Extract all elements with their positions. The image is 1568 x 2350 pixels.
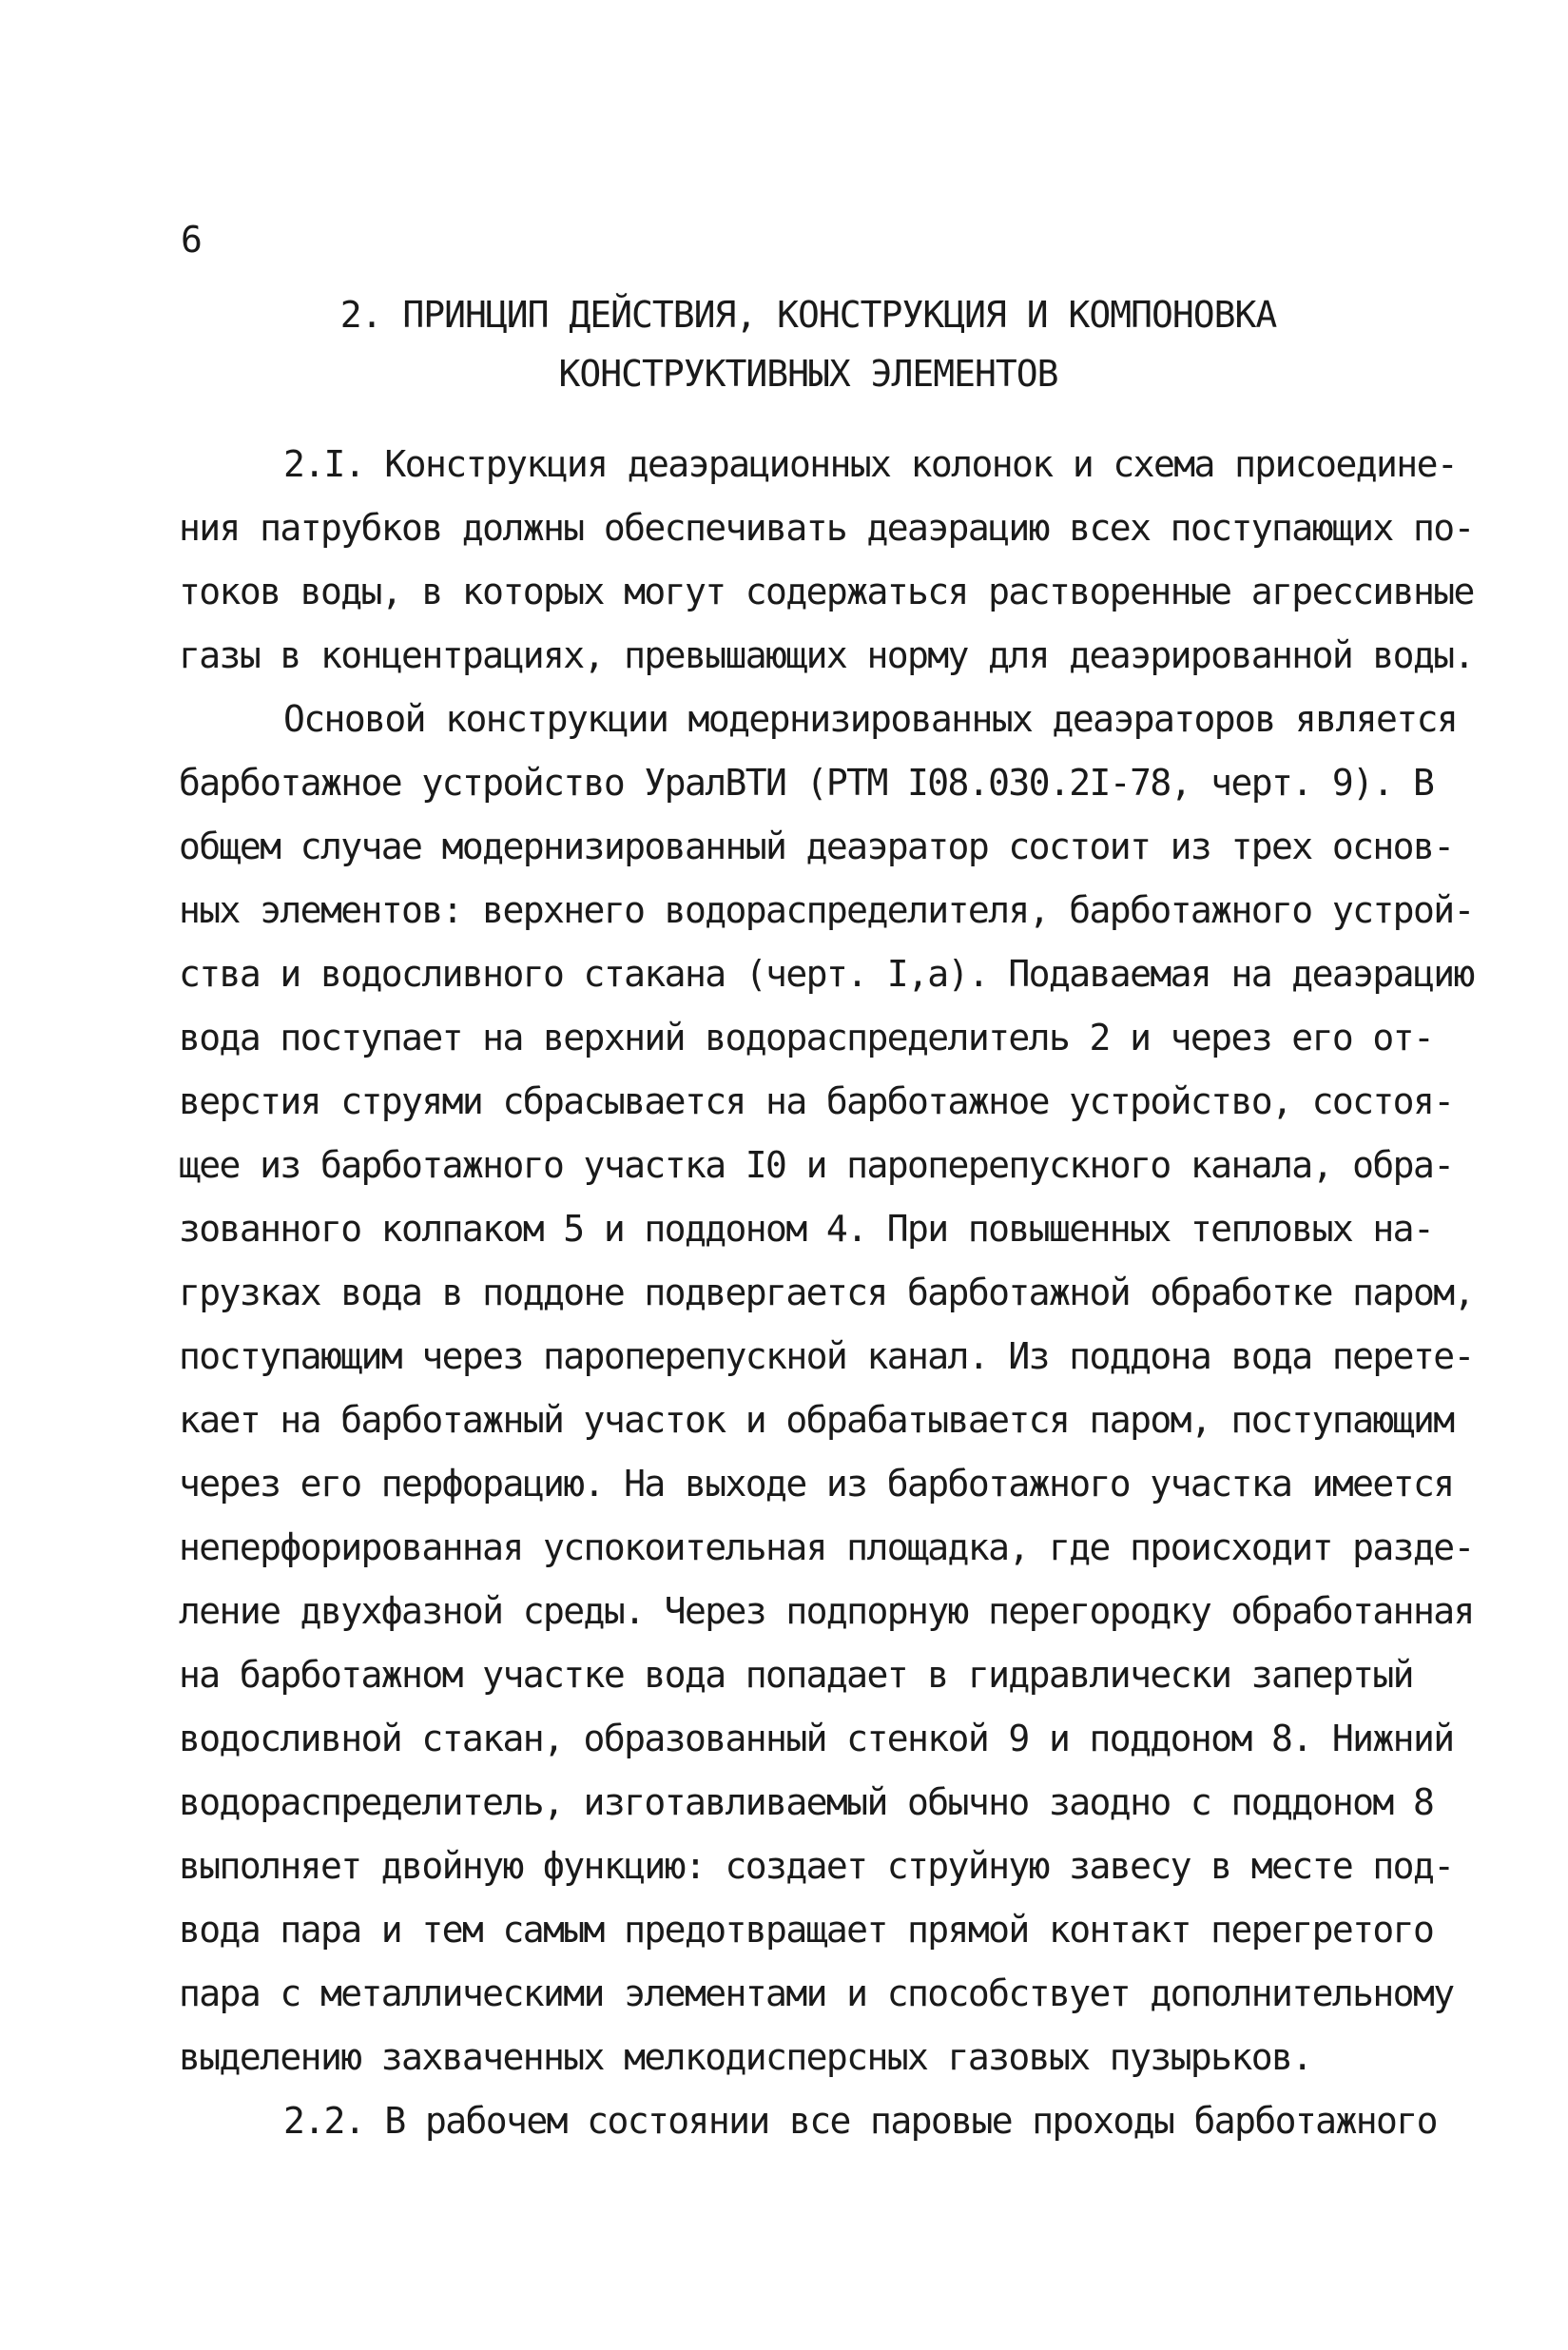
page-number: 6 [181,219,203,261]
heading-line-1: 2. ПРИНЦИП ДЕЙСТВИЯ, КОНСТРУКЦИЯ И КОМПОНОВКА [339,294,1277,336]
paragraph-main-line: общем случае модернизированный деаэратор состоит из трех основ- [179,825,1454,867]
paragraph-main-line: щее из барботажного участка I0 и пароперепускного канала, обра- [179,1144,1454,1186]
paragraph-main-line: ства и водосливного стакана (черт. I,а). Подаваемая на деаэрацию [179,953,1474,995]
paragraph-main-line: на барботажном участке вода попадает в гидравлически запертый [179,1654,1413,1696]
paragraph-main-line: выполняет двойную функцию: создает струйную завесу в месте под- [179,1845,1454,1887]
paragraph-main-line: неперфорированная успокоительная площадка, где происходит разде- [179,1526,1474,1568]
paragraph-main-line: пара с металлическими элементами и способствует дополнительному [179,1972,1454,2014]
paragraph-main-line: водосливной стакан, образованный стенкой 9 и поддоном 8. Нижний [179,1718,1454,1759]
paragraph-main-line: верстия струями сбрасывается на барботажное устройство, состоя- [179,1080,1454,1122]
paragraph-main-line: через его перфорацию. На выходе из барботажного участка имеется [179,1463,1454,1505]
paragraph-2-1-line: ния патрубков должны обеспечивать деаэрацию всех поступающих по- [179,507,1474,549]
paragraph-main-line: грузках вода в поддоне подвергается барботажной обработке паром, [179,1272,1474,1313]
paragraph-main-line: водораспределитель, изготавливаемый обычно заодно с поддоном 8 [179,1781,1434,1823]
paragraph-2-1-line: токов воды, в которых могут содержаться растворенные агрессивные [179,571,1474,612]
section-heading [190,285,1426,403]
paragraph-main-line: вода пара и тем самым предотвращает прямой контакт перегретого [179,1909,1434,1951]
paragraph-main-line: поступающим через пароперепускной канал. Из поддона вода перете- [179,1335,1474,1377]
paragraph-main-line: Основой конструкции модернизированных деаэраторов является [283,698,1458,740]
paragraph-main-line: кает на барботажный участок и обрабатывается паром, поступающим [179,1399,1454,1441]
body-text [179,433,1474,2153]
paragraph-main-line: вода поступает на верхний водораспределитель 2 и через его от- [179,1017,1434,1058]
paragraph-2-1-line: 2.I. Конструкция деаэрационных колонок и схема присоедине- [283,443,1458,485]
paragraph-main-line: зованного колпаком 5 и поддоном 4. При повышенных тепловых на- [179,1208,1434,1250]
paragraph-2-2-line: 2.2. В рабочем состоянии все паровые проходы барботажного [283,2100,1437,2142]
heading-line-2: КОНСТРУКТИВНЫХ ЭЛЕМЕНТОВ [558,353,1058,395]
paragraph-main-line: ных элементов: верхнего водораспределителя, барботажного устрой- [179,889,1474,931]
paragraph-main-line: выделению захваченных мелкодисперсных газовых пузырьков. [179,2036,1312,2078]
paragraph-main-line: барботажное устройство УралВТИ (РТМ I08.030.2I-78, черт. 9). В [179,762,1434,804]
paragraph-main-line: ление двухфазной среды. Через подпорную перегородку обработанная [179,1590,1474,1632]
paragraph-2-1-line: газы в концентрациях, превышающих норму для деаэрированной воды. [179,634,1474,676]
